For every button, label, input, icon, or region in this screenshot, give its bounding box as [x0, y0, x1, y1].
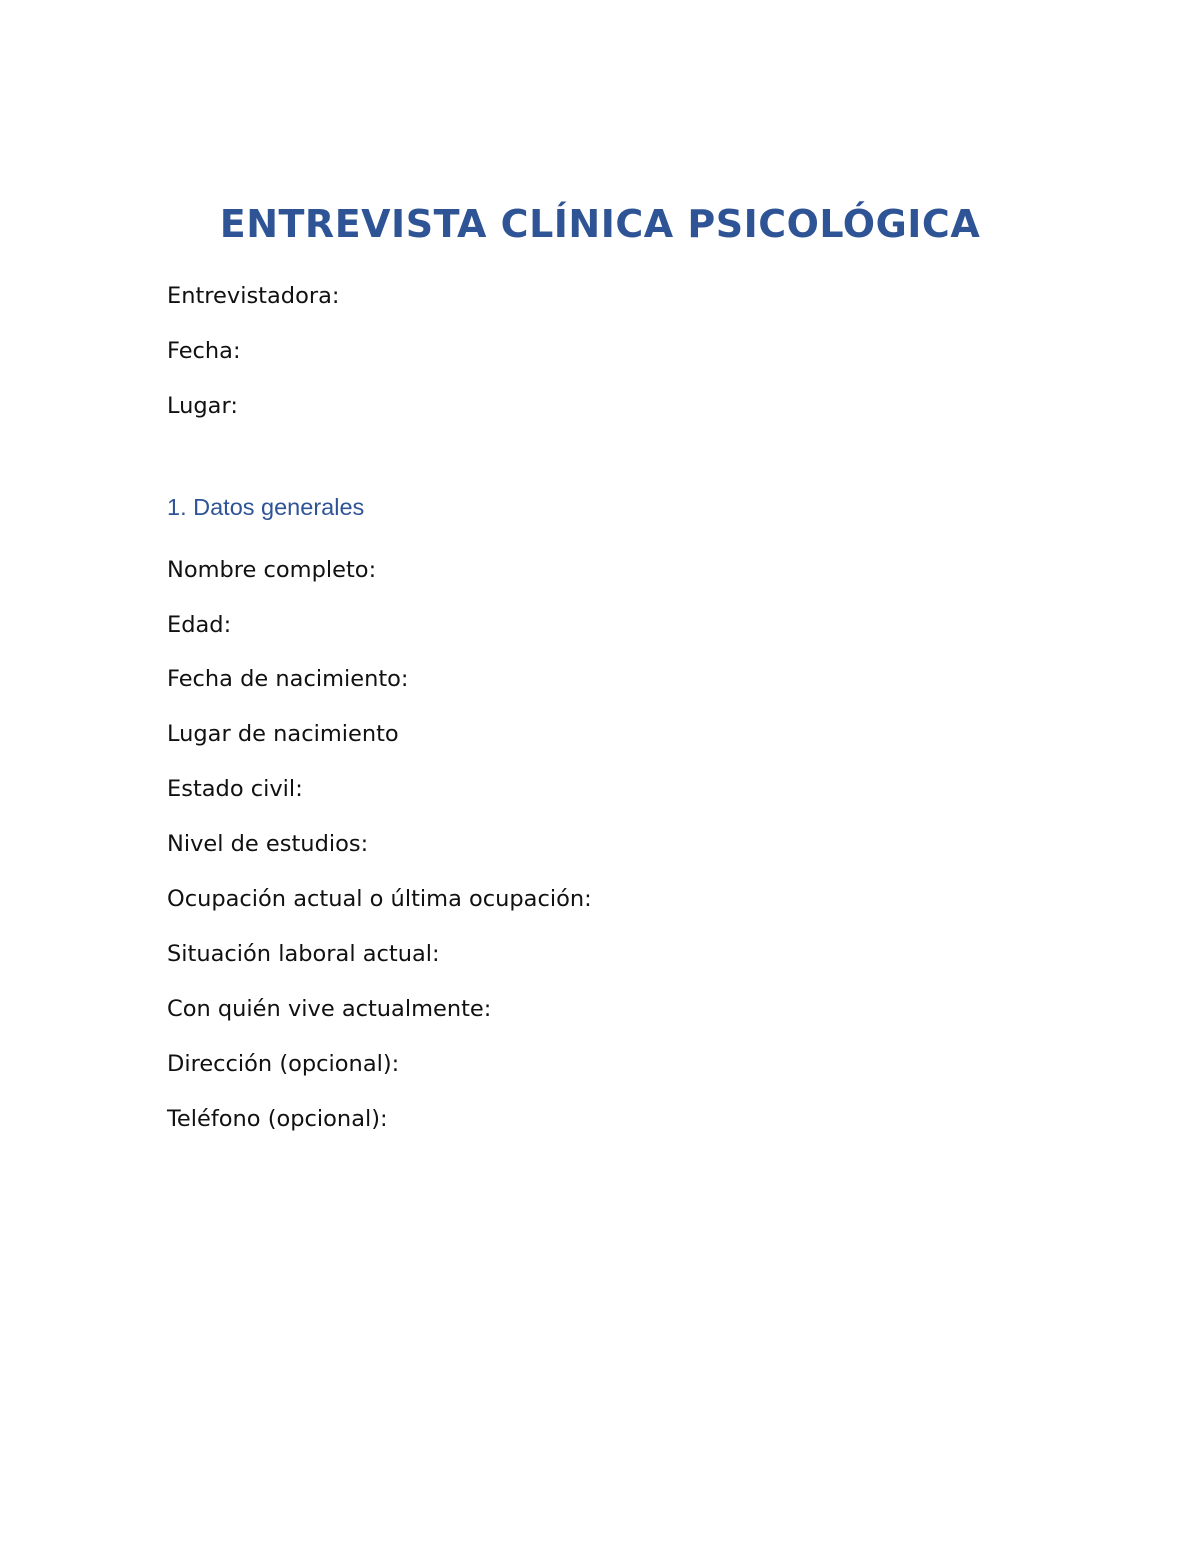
- field-ocupacion: Ocupación actual o última ocupación:: [167, 886, 592, 912]
- field-fecha: Fecha:: [167, 338, 241, 364]
- field-lugar-nacimiento: Lugar de nacimiento: [167, 721, 399, 747]
- field-edad: Edad:: [167, 612, 232, 638]
- field-entrevistadora: Entrevistadora:: [167, 283, 340, 309]
- field-situacion-laboral: Situación laboral actual:: [167, 941, 440, 967]
- field-con-quien-vive: Con quién vive actualmente:: [167, 996, 492, 1022]
- section-heading-datos-generales: 1. Datos generales: [167, 494, 365, 520]
- field-nombre-completo: Nombre completo:: [167, 557, 377, 583]
- field-estado-civil: Estado civil:: [167, 776, 303, 802]
- document-title: ENTREVISTA CLÍNICA PSICOLÓGICA: [219, 202, 981, 246]
- field-fecha-nacimiento: Fecha de nacimiento:: [167, 666, 409, 692]
- field-direccion: Dirección (opcional):: [167, 1051, 400, 1077]
- field-telefono: Teléfono (opcional):: [167, 1106, 388, 1132]
- field-lugar: Lugar:: [167, 393, 238, 419]
- field-nivel-estudios: Nivel de estudios:: [167, 831, 369, 857]
